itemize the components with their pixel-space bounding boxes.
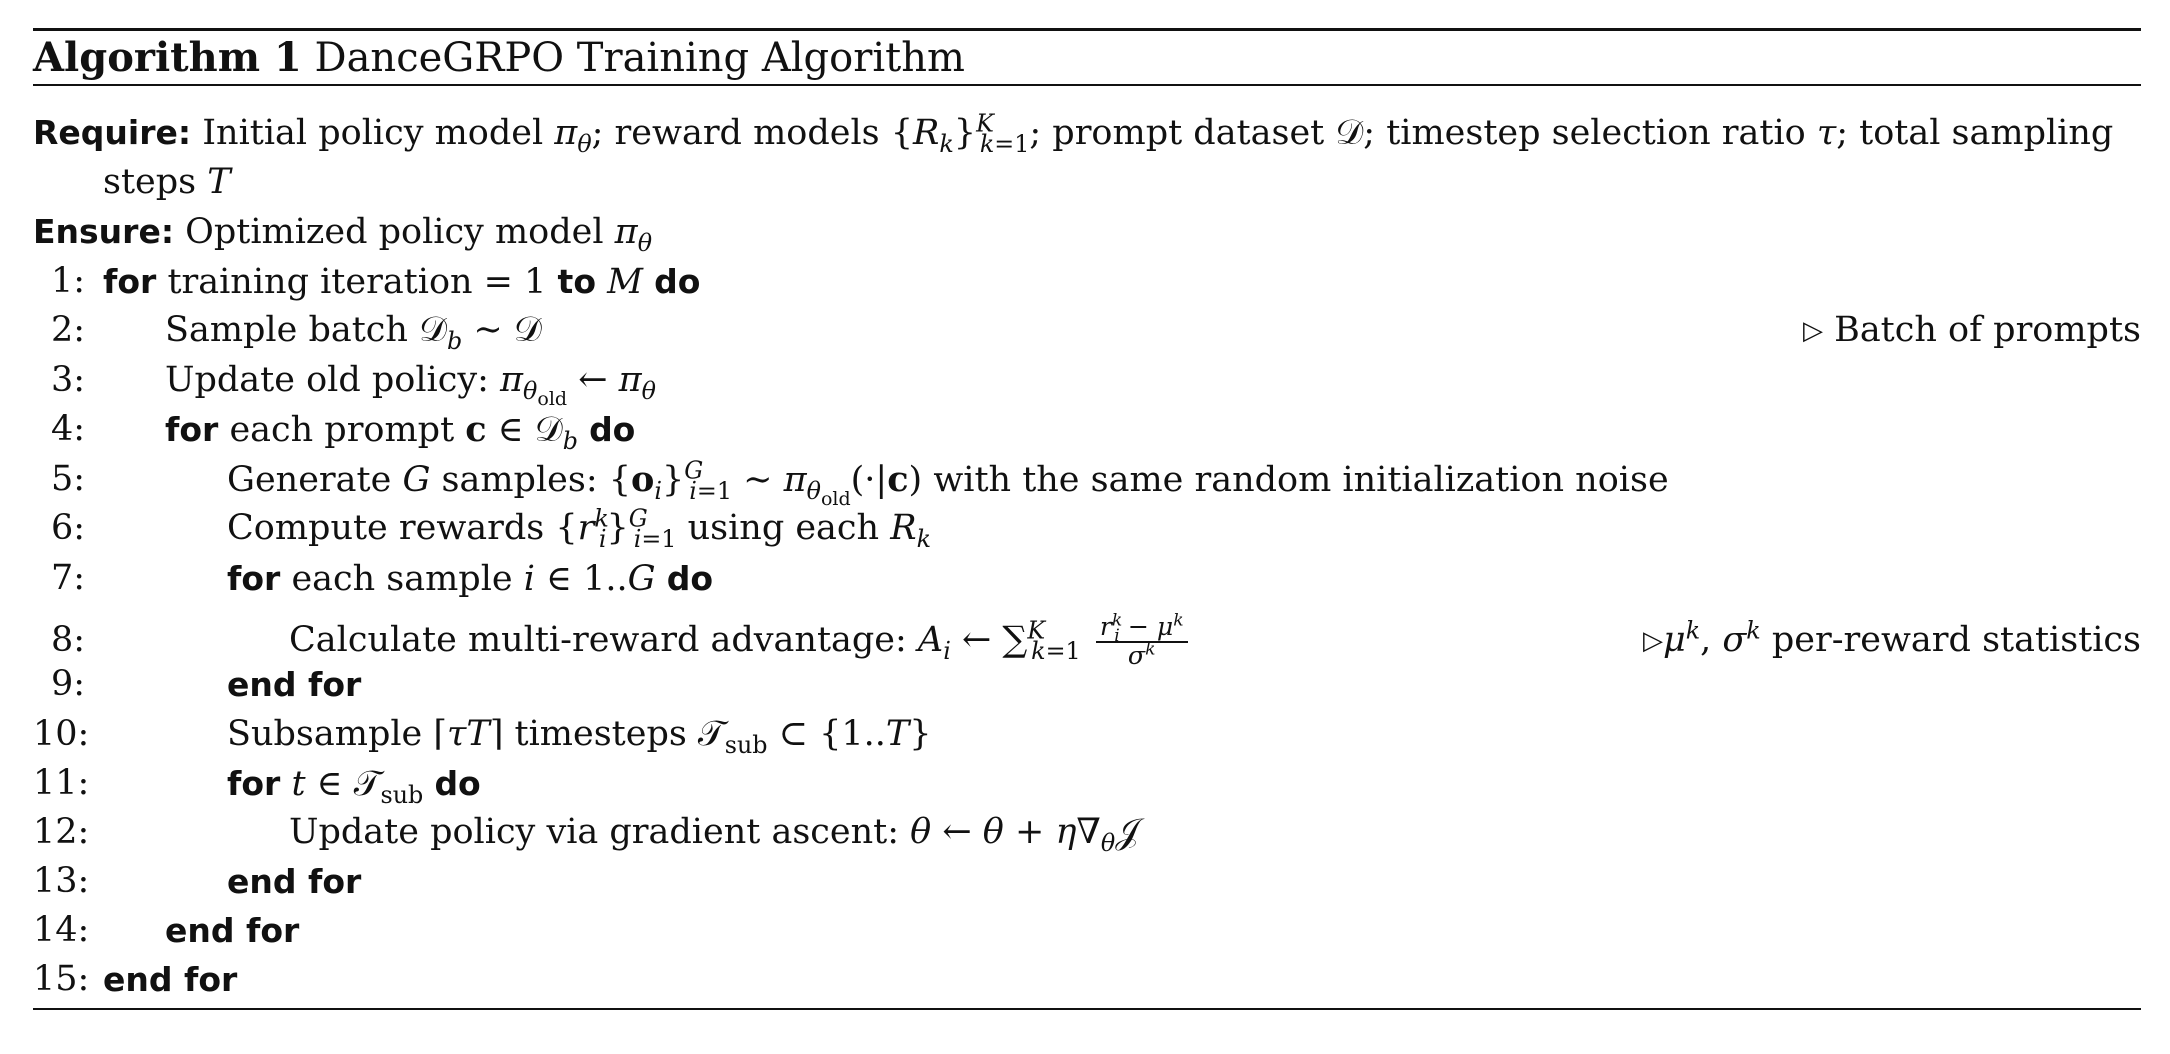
line-content — [165, 906, 299, 956]
algorithm-caption — [33, 30, 965, 85]
ensure-keyword: Ensure: — [33, 212, 175, 251]
for-keyword: for — [165, 410, 219, 449]
do-keyword: do — [654, 262, 701, 301]
line-content: for each sample i ∈ 1..G do — [227, 559, 714, 599]
line-number: 11: — [33, 763, 90, 803]
line-number: 6: — [50, 508, 85, 548]
ensure-line — [33, 207, 2141, 256]
line-number: 1: — [50, 261, 85, 301]
comment-text: per-reward statistics — [1771, 620, 2141, 660]
ensure-text: Optimized policy model $\pi_\theta$ — [185, 212, 653, 257]
advantage-fraction: $\frac{r^k_i - \mu^k}{\sigma^k}$ — [1096, 614, 1188, 669]
require-line-continued — [33, 158, 2141, 207]
for-keyword: for — [103, 262, 157, 301]
to-keyword: to — [557, 262, 596, 301]
algorithm-block — [33, 0, 2141, 1054]
for-keyword: for — [227, 764, 281, 803]
algorithm-line-14 — [33, 906, 2141, 955]
end-for-keyword: end for — [227, 862, 362, 901]
line-content: Update old policy: $\pi_{\theta_{old}}$ ← $\pi_\theta$ — [165, 360, 656, 410]
algorithm-line-10 — [33, 710, 2141, 759]
algorithm-line-7 — [33, 554, 2141, 603]
comment-marker-icon: ▷ — [1642, 626, 1663, 656]
algorithm-line-6 — [33, 504, 2141, 553]
line-number: 9: — [50, 664, 85, 704]
line-number: 14: — [33, 910, 90, 950]
algorithm-line-12 — [33, 808, 2141, 857]
algorithm-line-3 — [33, 356, 2141, 410]
bottom-rule — [33, 1008, 2141, 1010]
end-for-keyword: end for — [103, 960, 238, 999]
line-number: 10: — [33, 714, 90, 754]
line-content: Generate G samples: $\{o_i\}^G_{i=1}$ ∼ $\pi_{\theta_{old}}(\cdot|c)$ with the same random initialization noise — [227, 456, 1669, 510]
line-content — [103, 257, 700, 307]
require-text-continued: steps T — [103, 162, 231, 202]
line-number: 7: — [50, 558, 85, 598]
line-content: Subsample ⌈τT⌉ timesteps 𝒯$_{sub}$ ⊂ {1..T} — [227, 714, 932, 759]
line-content — [103, 955, 237, 1005]
algorithm-line-11 — [33, 759, 2141, 808]
line-content: Calculate multi-reward advantage: $A_i$ ← ∑$^K_{k=1}$ $\frac{r^k_i - \mu^k}{\sigma^k}$ — [289, 610, 1192, 670]
line-number: 3: — [50, 360, 85, 400]
line-number: 8: — [50, 620, 85, 660]
line-number: 13: — [33, 861, 90, 901]
line-tail-text: with the same random initialization noise — [933, 460, 1669, 500]
line-content — [227, 660, 361, 710]
do-keyword: do — [589, 410, 636, 449]
caption-rule — [33, 84, 2141, 86]
require-text: Initial policy model $\pi_\theta$; reward models $\{R_k\}^K_{k=1}$; prompt dataset 𝒟; timestep selection ratio τ; total sampling — [202, 109, 2114, 158]
loop-range-start: training iteration = 1 — [167, 262, 547, 302]
require-keyword: Require: — [33, 113, 192, 152]
algorithm-label: Algorithm 1 — [33, 34, 302, 81]
algorithm-title: DanceGRPO Training Algorithm — [314, 35, 965, 81]
line-content: Sample batch 𝒟$_b$ ∼ 𝒟 — [165, 310, 542, 355]
algorithm-line-1 — [33, 257, 2141, 306]
line-content: Update policy via gradient ascent: θ ← $\theta + \eta\nabla_\theta 𝒥$ — [289, 812, 1140, 857]
algorithm-line-2 — [33, 306, 2141, 355]
line-content: for t ∈ 𝒯$_{sub}$ do — [227, 764, 481, 809]
line-number: 2: — [50, 310, 85, 350]
line-comment: $▷\mu^k$, $\sigma^k$ per-reward statistics — [1642, 616, 2141, 660]
line-content: for each prompt c ∈ 𝒟$_b$ do — [165, 409, 636, 455]
line-number: 4: — [50, 409, 85, 449]
end-for-keyword: end for — [227, 665, 362, 704]
algorithm-line-15 — [33, 955, 2141, 1004]
end-for-keyword: end for — [165, 911, 300, 950]
line-content: Compute rewards $\{r^k_i\}^G_{i=1}$ using each $R_k$ — [227, 504, 931, 553]
line-content — [227, 857, 361, 907]
algorithm-line-5 — [33, 455, 2141, 510]
comment-marker-icon: ▷ — [1802, 316, 1823, 346]
algorithm-line-13 — [33, 857, 2141, 906]
line-comment — [1803, 306, 2141, 356]
line-number: 15: — [33, 959, 90, 999]
algorithm-line-9 — [33, 660, 2141, 709]
comment-text: Batch of prompts — [1834, 310, 2141, 350]
line-number: 12: — [33, 812, 90, 852]
require-line — [33, 108, 2141, 157]
do-keyword: do — [666, 559, 714, 598]
do-keyword: do — [434, 764, 481, 803]
for-keyword: for — [227, 559, 281, 598]
algorithm-line-4 — [33, 405, 2141, 454]
line-number: 5: — [50, 459, 85, 499]
loop-range-end: M — [607, 262, 643, 302]
